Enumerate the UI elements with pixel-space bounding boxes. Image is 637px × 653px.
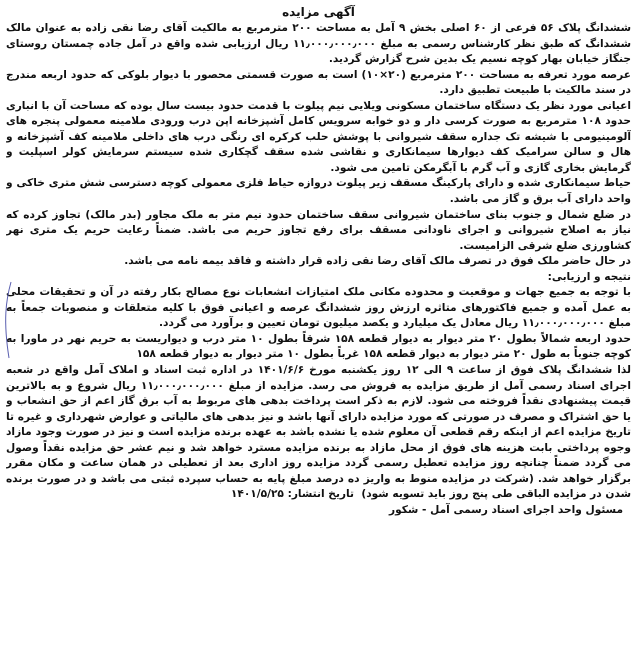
signature-line: مسئول واحد اجرای اسناد رسمی آمل - شکور <box>389 503 623 516</box>
auction-terms-paragraph <box>6 363 631 503</box>
yard-description-paragraph: حیاط سیمانکاری شده و دارای پارکینگ مسقف زیر پیلوت دروازه حیاط فلزی معمولی کوچه دسترسی شش متری خاکی و واحد دارای آب برق و گاز می باشد. <box>6 177 631 206</box>
land-description-paragraph: عرصه مورد تعرفه به مساحت ۲۰۰ مترمربع (۲۰×۱۰) است به صورت قسمتی محصور با دیوار بلوکی که حدود اربعه مندرج در سند مالکیت با طبیعت تطبیق دارد. <box>6 68 631 97</box>
evaluation-paragraph: با توجه به جمیع جهات و موقعیت و محدوده مکانی ملک امتیازات انشعابات نوع مصالح بکار رفته در آن و تحقیقات محلی به عمل آمده و جمیع فاکتورهای متاثره ارزش روز ششدانگ عرصه و اعیانی فوق با کلیه متعلقات و منصوبات جمعاً به مبلغ ۱۱٫۰۰۰٫۰۰۰٫۰۰۰ ریال معادل یک میلیارد و یکصد میلیون تومان تعیین و برآورد می گردد. <box>6 286 631 330</box>
encroachment-paragraph: در ضلع شمال و جنوب بنای ساختمان شیروانی سقف ساختمان حدود نیم متر به ملک مجاور (بدر مالک) تجاوز کرده که نیاز به اصلاح شیروانی و اجرای ناودانی مسقف برای رفع تجاوز حریم می باشد. ضمناً رعایت حریم یک متری نهر کشاورزی ضلع شرقی الزامیست. <box>6 208 631 252</box>
boundaries-paragraph: حدود اربعه شمالاً بطول ۲۰ متر دیوار به دیوار قطعه ۱۵۸ شرقاً بطول ۱۰ متر درب و دیواریست به حریم نهر در ماورا به کوچه جنوباً به طول ۲۰ متر دیوار به دیوار قطعه ۱۵۸ غرباً بطول ۱۰ متر دیوار به دیوار قطعه ۱۵۸ <box>6 332 631 361</box>
auction-terms-text: لذا ششدانگ پلاک فوق از ساعت ۹ الی ۱۲ روز یکشنبه مورخ ۱۴۰۱/۶/۶ در اداره ثبت اسناد و املاک آمل واقع در شعبه اجرای اسناد رسمی آمل از طریق مزایده به فروش می رسد. مزایده از مبلغ ۱۱٫۰۰۰٫۰۰۰٫۰۰۰ ریال شروع و به بالاترین قیمت پیشنهادی نقداً فروخته می شود. لازم به ذکر است پرداخت بدهی های مربوط به آب برق گاز اعم از حق انشعاب و یا حق اشتراک و مصرف در صورتی که مورد مزایده دارای آنها باشد و نیز بدهی های مالیاتی و عوارض شهرداری و غیره تا تاریخ مزایده اعم از اینکه رقم قطعی آن معلوم شده یا نشده باشد به عهده برنده مزایده است و نیز در صورت وجود مازاد وجوه پرداختی بابت هزینه های فوق از محل مازاد به برنده مزایده مسترد خواهد شد و نیم عشر حق مزایده نقداً وصول می گردد ضمناً چنانچه روز مزایده تعطیل رسمی گردد مزایده روز اداری بعد از تعطیلی در همان ساعت و مکان مقرر برگزار خواهد شد. (شرکت در مزایده منوط به واریز ده درصد مبلغ پایه به حساب سپرده ثبتی می باشد و در صورت برنده شدن در مزایده الباقی طی پنج روز باید تسویه شود) <box>6 364 631 501</box>
publish-date: ۱۴۰۱/۵/۲۵ <box>230 488 284 501</box>
notice-title: آگهی مزایده <box>282 5 355 19</box>
publish-date-label: تاریخ انتشار: <box>287 488 354 501</box>
property-intro-paragraph: ششدانگ پلاک ۵۶ فرعی از ۶۰ اصلی بخش ۹ آمل به مساحت ۲۰۰ مترمربع به مالکیت آقای رضا نقی زاده به عنوان مالک ششدانگ که طبق نظر کارشناس رسمی به مبلغ ۱۱٫۰۰۰٫۰۰۰٫۰۰۰ ریال ارزیابی شده واقع در آمل جاده چمستان روستای جنگاز خیابان بهار کوچه نسیم یک بدین شرح گزارش گردید. <box>6 22 631 66</box>
auction-notice <box>6 4 631 649</box>
evaluation-heading: نتیجه و ارزیابی: <box>547 270 631 283</box>
building-description-paragraph: اعیانی مورد نظر یک دستگاه ساختمان مسکونی ویلایی نیم پیلوت با قدمت حدود بیست سال بوده که مساحت آن با انباری حدود ۱۰۸ مترمربع به صورت کرسی دار و دو خوابه سرویس کامل آشپزخانه اپن درب ورودی ملامینه معمولی پنجره های آلومینیومی با شیشه تک جداره سقف شیروانی با پوشش حلب کرکره ای رنگی درب های داخلی ملامینه کف آشپزخانه و هال و سالن سرامیک کف دیوارها سیمانکاری و نقاشی شده سقف گچکاری شده سیستم سرمایش کولر اسپلیت و گرمایش بخاری گازی و آب گرم با آبگرمکن تامین می شود. <box>6 99 631 174</box>
possession-paragraph: در حال حاضر ملک فوق در تصرف مالک آقای رضا نقی زاده قرار داشته و فاقد بیمه نامه می باشد. <box>124 255 631 268</box>
